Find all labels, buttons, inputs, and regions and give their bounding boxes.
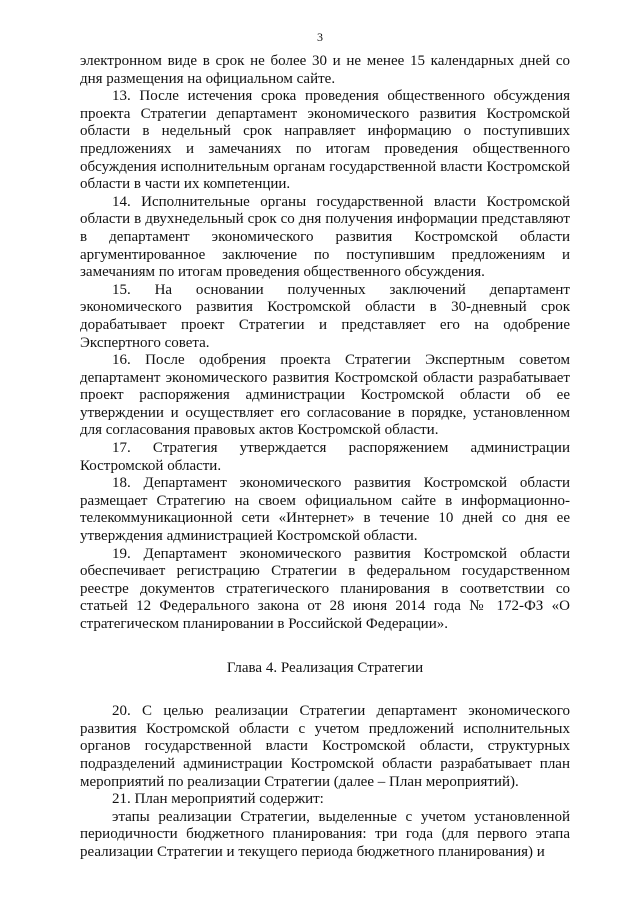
paragraph-continuation: электронном виде в срок не более 30 и не менее 15 календарных дней со дня размещения на официальном сайте. <box>80 53 570 87</box>
chapter-heading: Глава 4. Реализация Стратегии <box>226 659 424 676</box>
paragraph-19: 19. Департамент экономического развития Костромской области обеспечивает регистрацию Стратегии в федеральном государственном реестре документов стратегического планирования в соответствии со статьей 12 Федерального закона от 28 июня 2014 года № 172-ФЗ «О стратегическом планировании в Российской Федерации». <box>80 545 570 632</box>
paragraph-21-item: этапы реализации Стратегии, выделенные с учетом установленной периодичности бюджетного планирования: три года (для первого этапа реализации Стратегии и текущего периода бюджетного планирования) и <box>80 808 570 860</box>
paragraph-16: 16. После одобрения проекта Стратегии Экспертным советом департамент экономического развития Костромской области разрабатывает проект распоряжения администрации Костромской области об ее утверждении и осуществляет его согласование в порядке, установленном для согласования правовых актов Костромской области. <box>80 352 570 439</box>
paragraph-17: 17. Стратегия утверждается распоряжением администрации Костромской области. <box>80 440 570 474</box>
paragraph-15: 15. На основании полученных заключений департамент экономического развития Костромской области в 30-дневный срок дорабатывает проект Стратегии и представляет его на одобрение Экспертного совета. <box>80 281 570 351</box>
page-number: 3 <box>317 30 323 44</box>
paragraph-13: 13. После истечения срока проведения общественного обсуждения проекта Стратегии департамент экономического развития Костромской области в недельный срок направляет информацию о поступивших предложениях и замечаниях по итогам проведения общественного обсуждения исполнительным органам государственной власти Костромской области в части их компетенции. <box>80 88 570 193</box>
document-body <box>80 53 570 862</box>
paragraph-18: 18. Департамент экономического развития Костромской области размещает Стратегию на своем официальном сайте в информационно-телекоммуникационной сети «Интернет» в течение 10 дней со дня ее утверждения администрацией Костромской области. <box>80 475 570 545</box>
paragraph-14: 14. Исполнительные органы государственной власти Костромской области в двухнедельный срок со дня получения информации представляют в департамент экономического развития Костромской области аргументированное заключение по поступившим предложениям и замечаниям по итогам проведения общественного обсуждения. <box>80 193 570 281</box>
paragraph-21: 21. План мероприятий содержит: <box>112 791 324 808</box>
paragraph-20: 20. С целью реализации Стратегии департамент экономического развития Костромской области с учетом предложений исполнительных органов государственной власти Костромской области, структурных подразделений администрации Костромской области разрабатывает план мероприятий по реализации Стратегии (далее – План мероприятий). <box>80 703 570 790</box>
